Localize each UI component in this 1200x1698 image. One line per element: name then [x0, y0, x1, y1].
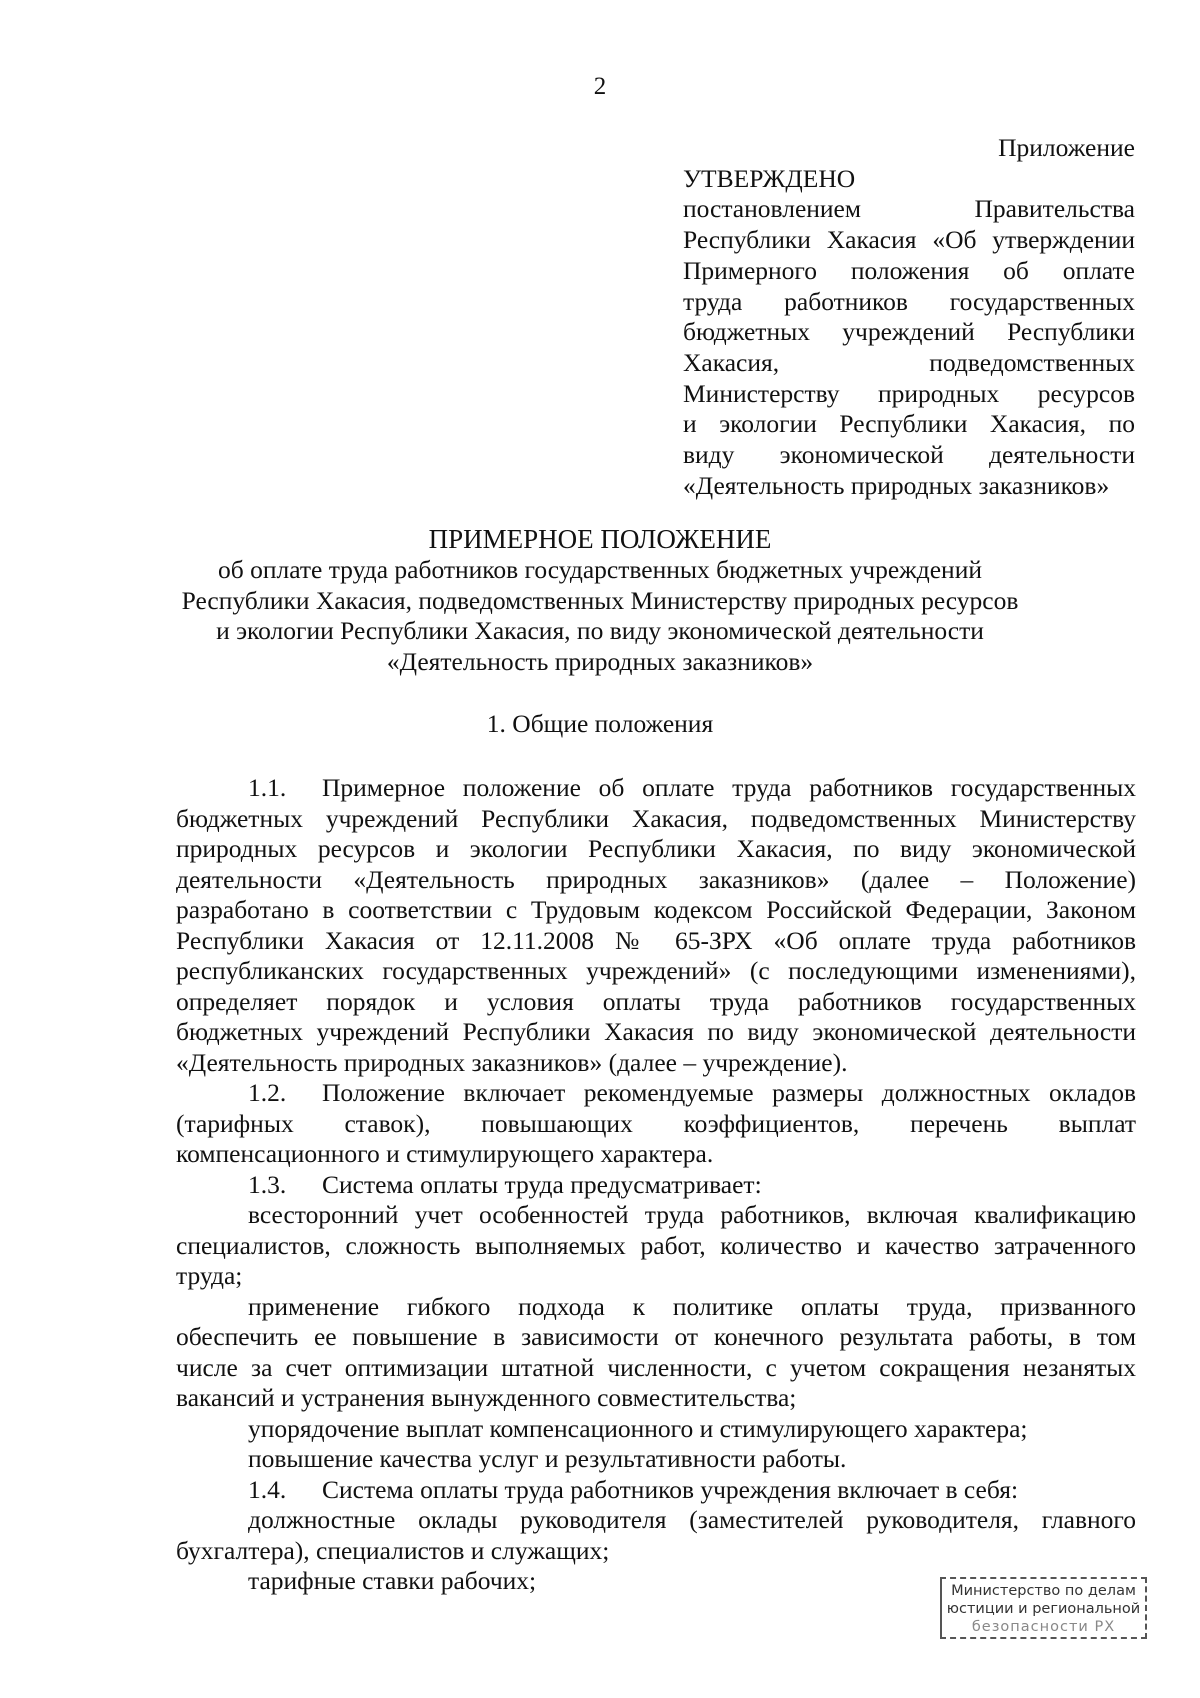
- paragraph-line: республиканских государственных учреждений» (с последующими изменениями),: [176, 956, 1136, 985]
- approval-line: постановлением Правительства: [683, 194, 1135, 224]
- clause-number: 1.2.: [248, 1078, 287, 1107]
- paragraph-line: [176, 773, 1136, 804]
- paragraph-text: Примерное положение об оплате труда работников государственных: [322, 773, 1136, 802]
- stamp-line: безопасности РХ: [971, 1619, 1116, 1635]
- approval-block: [683, 133, 1135, 501]
- paragraph-line: [176, 1414, 1136, 1445]
- section-heading: 1. Общие положения: [486, 709, 714, 738]
- paragraph-line: разработано в соответствии с Трудовым кодексом Российской Федерации, Законом: [176, 895, 1136, 924]
- clause-number: 1.4.: [248, 1474, 287, 1504]
- approval-line: Республики Хакасия «Об утверждении: [683, 225, 1135, 255]
- paragraph-text: должностные оклады руководителя (заместителей руководителя, главного: [248, 1505, 1136, 1534]
- paragraph-line: бюджетных учреждений Республики Хакасия, подведомственных Министерству: [176, 803, 1136, 833]
- clause-number: 1.3.: [248, 1169, 287, 1199]
- paragraph-text: тарифные ставки рабочих;: [248, 1566, 537, 1595]
- paragraph-line: «Деятельность природных заказников» (далее – учреждение).: [176, 1047, 848, 1077]
- paragraph-line: компенсационного и стимулирующего характера.: [176, 1139, 714, 1168]
- appendix-label: Приложение: [998, 133, 1135, 162]
- approval-line: и экологии Республики Хакасия, по: [683, 409, 1135, 439]
- body-text: [176, 773, 1136, 1597]
- document-title: ПРИМЕРНОЕ ПОЛОЖЕНИЕ: [428, 524, 772, 554]
- paragraph-line: труда;: [176, 1261, 243, 1290]
- paragraph-line: [176, 1292, 1136, 1323]
- paragraph-line: числе за счет оптимизации штатной численности, с учетом сокращения незанятых: [176, 1352, 1136, 1382]
- subtitle-line: «Деятельность природных заказников»: [386, 646, 814, 676]
- paragraph-line: [176, 1475, 1136, 1506]
- stamp-line: юстиции и региональной: [946, 1601, 1141, 1617]
- paragraph-line: [176, 1444, 1136, 1475]
- paragraph-line: определяет порядок и условия оплаты труда работников государственных: [176, 986, 1136, 1016]
- paragraph-text: Система оплаты труда работников учреждения включает в себя:: [322, 1474, 1019, 1504]
- approval-line: труда работников государственных: [683, 286, 1135, 316]
- clause-number: 1.1.: [248, 773, 287, 802]
- subtitle-line: и экологии Республики Хакасия, по виду экономической деятельности: [216, 616, 984, 646]
- paragraph-line: бюджетных учреждений Республики Хакасия по виду экономической деятельности: [176, 1017, 1136, 1046]
- approval-line: Министерству природных ресурсов: [683, 378, 1135, 408]
- document-title-block: [0, 523, 1200, 677]
- registration-stamp: [940, 1577, 1147, 1639]
- paragraph-line: [176, 1078, 1136, 1109]
- approved-label: УТВЕРЖДЕНО: [683, 163, 856, 193]
- paragraph-text: Система оплаты труда предусматривает:: [322, 1169, 762, 1199]
- paragraph-line: деятельности «Деятельность природных заказников» (далее – Положение): [176, 864, 1136, 894]
- paragraph-line: [176, 1505, 1136, 1536]
- paragraph-line: природных ресурсов и экологии Республики Хакасия, по виду экономической: [176, 834, 1136, 863]
- paragraph-line: (тарифных ставок), повышающих коэффициентов, перечень выплат: [176, 1108, 1136, 1138]
- approval-line: «Деятельность природных заказников»: [683, 470, 1110, 500]
- subtitle-line: Республики Хакасия, подведомственных Министерству природных ресурсов: [181, 585, 1019, 615]
- paragraph-text: всесторонний учет особенностей труда работников, включая квалификацию: [248, 1200, 1136, 1229]
- paragraph-line: бухгалтера), специалистов и служащих;: [176, 1535, 610, 1565]
- approval-line: виду экономической деятельности: [683, 440, 1135, 470]
- approval-line: Хакасия, подведомственных: [683, 347, 1135, 377]
- paragraph-text: повышение качества услуг и результативности работы.: [248, 1444, 847, 1473]
- paragraph-line: специалистов, сложность выполняемых работ, количество и качество затраченного: [176, 1230, 1136, 1260]
- paragraph-line: Республики Хакасия от 12.11.2008 № 65-ЗРХ «Об оплате труда работников: [176, 925, 1136, 955]
- paragraph-text: Положение включает рекомендуемые размеры должностных окладов: [322, 1078, 1136, 1107]
- subtitle-line: об оплате труда работников государственных бюджетных учреждений: [218, 555, 982, 584]
- paragraph-line: [176, 1170, 1136, 1201]
- paragraph-text: упорядочение выплат компенсационного и стимулирующего характера;: [248, 1413, 1028, 1443]
- stamp-line: Министерство по делам: [951, 1583, 1136, 1599]
- paragraph-line: [176, 1200, 1136, 1231]
- paragraph-line: обеспечить ее повышение в зависимости от конечного результата работы, в том: [176, 1322, 1136, 1351]
- paragraph-line: вакансий и устранения вынужденного совместительства;: [176, 1383, 797, 1412]
- page-number: 2: [593, 73, 607, 100]
- approval-line: бюджетных учреждений Республики: [683, 317, 1135, 347]
- paragraph-text: применение гибкого подхода к политике оплаты труда, призванного: [248, 1291, 1136, 1321]
- approval-line: Примерного положения об оплате: [683, 255, 1135, 285]
